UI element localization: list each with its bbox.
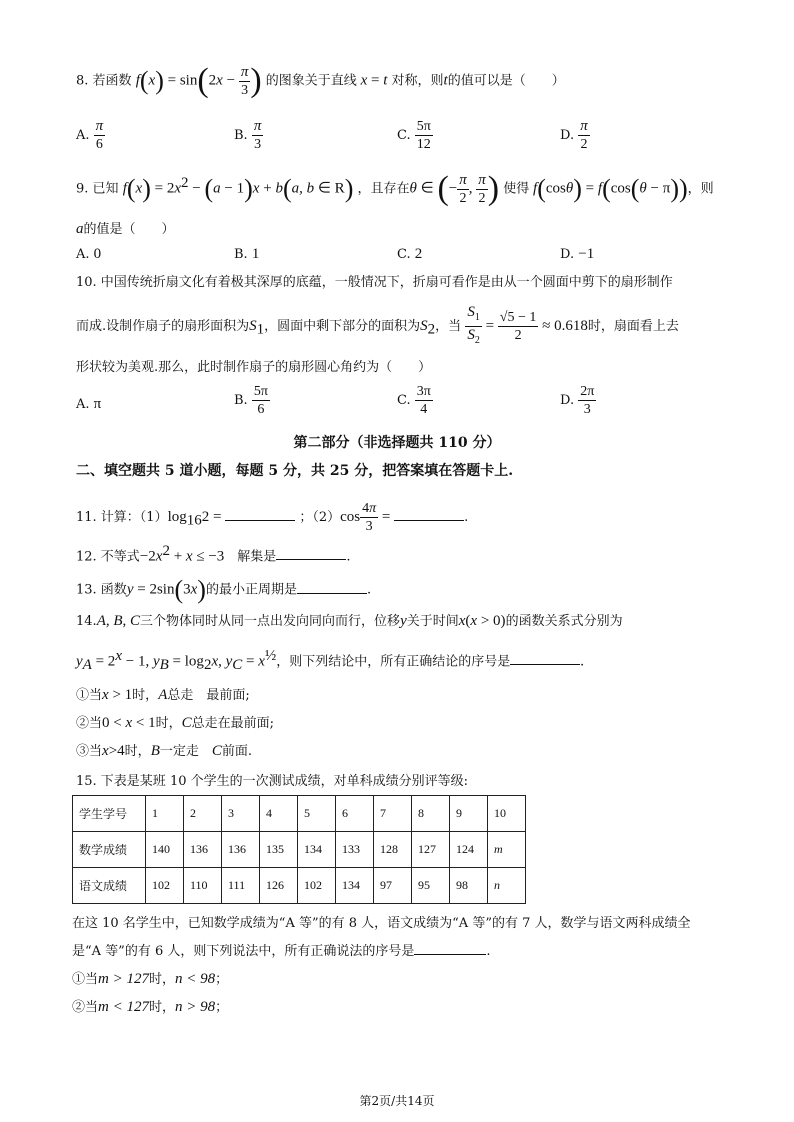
question-13: 13. 函数y = 2sin(3x)的最小正周期是 . (76, 575, 372, 604)
q9-option-c: C. 2 (397, 246, 423, 262)
q14-item-3: ③当x>4时，B一定走 C前面. (76, 743, 253, 759)
answer-blank[interactable] (225, 508, 295, 521)
part2-title: 第二部分（非选择题共 110 分） (293, 435, 501, 451)
q8-option-d: D. $\frac{\pi}{2}$ (560, 118, 588, 152)
table-cell: 124 (450, 832, 488, 868)
table-cell: 2 (184, 796, 222, 832)
page-footer: 第2页/共14页 (359, 1094, 435, 1108)
table-cell: 102 (298, 868, 336, 904)
q10-option-b: B. $\frac{5\pi}{6}$ (234, 384, 268, 417)
answer-blank[interactable] (510, 652, 580, 665)
table-cell: 134 (298, 832, 336, 868)
answer-blank[interactable] (394, 508, 464, 521)
table-cell: 3 (222, 796, 260, 832)
question-10-line1: 10. 中国传统折扇文化有着极其深厚的底蕴，一般情况下，折扇可看作是由从一个圆面中剪下的扇形制作 (76, 275, 673, 290)
scores-table (72, 795, 526, 904)
table-cell: n (488, 868, 526, 904)
question-14-line1: 14.A, B, C三个物体同时从同一点出发向同向而行，位移y关于时间x(x > 0)的函数关系式分别为 (76, 613, 623, 629)
question-10-line3: 形状较为美观.那么，此时制作扇子的扇形圆心角约为（ ） (76, 360, 432, 375)
table-cell: 135 (260, 832, 298, 868)
table-header-cell: 数学成绩 (73, 832, 146, 868)
q10-option-c: C. $\frac{3\pi}{4}$ (397, 384, 431, 417)
table-row (73, 832, 526, 868)
table-cell: 133 (336, 832, 374, 868)
table-cell: m (488, 832, 526, 868)
table-cell: 98 (450, 868, 488, 904)
table-row (73, 796, 526, 832)
table-cell: 9 (450, 796, 488, 832)
table-cell: 110 (184, 868, 222, 904)
table-cell: 102 (146, 868, 184, 904)
question-15-para1: 在这 10 名学生中，已知数学成绩为“A 等”的有 8 人，语文成绩为“A 等”的有 7 人，数学与语文两科成绩全 (72, 916, 691, 931)
table-cell: 111 (222, 868, 260, 904)
q14-item-2: ②当0 < x < 1时，C总走在最前面; (76, 715, 275, 731)
q9-option-a: A. 0 (76, 246, 102, 262)
table-row (73, 868, 526, 904)
q9-option-b: B. 1 (234, 246, 260, 262)
table-cell: 1 (146, 796, 184, 832)
question-9-stem: 9. 已知 $f(x) = 2x^2 - (a - 1)x + b(a$, b ∈ R) ，且存在θ ∈ (− $\frac{\pi}{2}$ , $\frac{\pi}{2}$ ) 使得 f(cosθ) = f(cos(θ − π))，则 (76, 170, 714, 207)
table-cell: 127 (412, 832, 450, 868)
table-cell: 7 (374, 796, 412, 832)
question-14-line2: $y_A = 2^x - 1$, $y_B = \log_2x$, $y_C = x^{\frac{1}{2}}$，则下列结论中，所有正确结论的序号是 . (76, 648, 584, 673)
table-cell: 5 (298, 796, 336, 832)
q15-item-2: ②当m < 127时，n > 98； (72, 999, 229, 1015)
q8-option-c: C. $\frac{5\pi}{12}$ (397, 119, 431, 152)
table-cell: 4 (260, 796, 298, 832)
question-9-line2: a的值是（ ） (76, 221, 175, 237)
table-cell: 136 (184, 832, 222, 868)
question-15-intro: 15. 下表是某班 10 个学生的一次测试成绩，对单科成绩分别评等级: (76, 774, 468, 789)
table-cell: 95 (412, 868, 450, 904)
table-cell: 134 (336, 868, 374, 904)
q10-option-d: D. $\frac{2\pi}{3}$ (560, 384, 595, 417)
table-cell: 10 (488, 796, 526, 832)
table-cell: 140 (146, 832, 184, 868)
q9-option-d: D. −1 (560, 246, 595, 262)
table-cell: 8 (412, 796, 450, 832)
q8-option-b: B. $\frac{\pi}{3}$ (234, 118, 262, 152)
question-15-para2: 是“A 等”的有 6 人，则下列说法中，所有正确说法的序号是 . (72, 944, 491, 959)
table-header-cell: 学生学号 (73, 796, 146, 832)
q14-item-1: ①当x > 1时，A总走 最前面; (76, 687, 250, 703)
table-cell: 128 (374, 832, 412, 868)
question-10-line2: 而成.设制作扇子的扇形面积为$S_1$，圆面中剩下部分的面积为$S_2$，当 $\frac{S_1}{S_2}$ = $\frac{√5 - 1}{2}$ ≈ 0.618时，扇面看上去 (76, 304, 679, 346)
question-11: 11. 计算：$(1)\log_{16}2$ = ；（2）cos $\frac{4\pi}{3}$ = . (76, 501, 469, 534)
table-cell: 136 (222, 832, 260, 868)
q15-item-1: ①当m > 127时，n < 98； (72, 971, 229, 987)
q10-option-a: A. π (76, 396, 102, 412)
q8-option-a: A. $\frac{\pi}{6}$ (76, 118, 104, 152)
table-cell: 97 (374, 868, 412, 904)
table-cell: 6 (336, 796, 374, 832)
question-12: 12. 不等式$-2x^2 + x \le -3$ 解集是 . (76, 543, 351, 565)
answer-blank[interactable] (276, 547, 346, 560)
section2-title: 二、填空题共 5 道小题，每题 5 分，共 25 分，把答案填在答题卡上. (76, 463, 514, 479)
question-8-stem: 8. 若函数 f(x) = sin(2x − $\frac{\pi}{3}$ ) 的图象关于直线 x = t 对称，则t的值可以是（ ） (76, 62, 565, 99)
answer-blank[interactable] (297, 581, 367, 594)
table-header-cell: 语文成绩 (73, 868, 146, 904)
answer-blank[interactable] (414, 942, 486, 955)
table-cell: 126 (260, 868, 298, 904)
